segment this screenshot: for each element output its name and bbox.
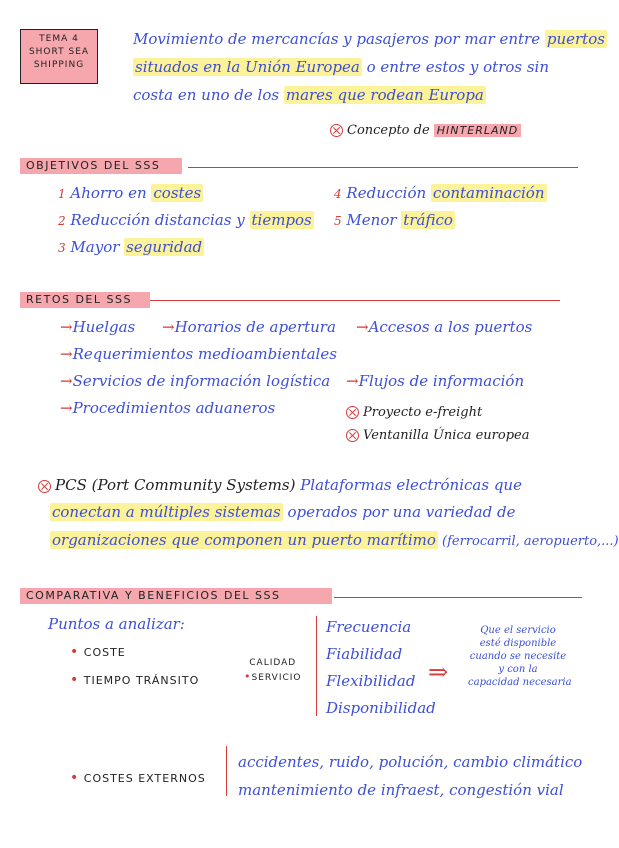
divider: [334, 597, 582, 598]
pcs-highlight: conectan a múltiples sistemas: [52, 503, 281, 521]
reto-item: →Accesos a los puertos: [356, 318, 533, 336]
arrow-icon: →: [162, 318, 175, 336]
pcs-highlight: organizaciones que componen un puerto marítimo: [52, 531, 436, 549]
arrow-icon: →: [60, 318, 73, 336]
bullet-icon: [330, 124, 343, 137]
arrow-icon: →: [60, 345, 73, 363]
intro-text: Movimiento de mercancías y pasajeros por mar entre: [133, 30, 545, 48]
item-number: 4: [334, 187, 342, 201]
objetivo-item: [58, 211, 314, 229]
coste-item: • COSTE: [70, 644, 126, 660]
externos-item: • COSTES EXTERNOS: [70, 770, 206, 786]
item-number: 1: [58, 187, 66, 201]
intro-line-2: [133, 58, 549, 76]
item-number: 5: [334, 214, 342, 228]
note: Que el servicio esté disponible cuando se necesite y con la capacidad necesaria: [468, 625, 572, 688]
section-header-objetivos: OBJETIVOS DEL SSS: [20, 158, 182, 174]
externos-detail: accidentes, ruido, polución, cambio climático mantenimiento de infraest, congestión vial: [238, 753, 583, 799]
item-text: Mayor: [70, 238, 125, 256]
bullet-dot: •: [70, 672, 80, 688]
calidad-list: Frecuencia Fiabilidad Flexibilidad Disponibilidad: [326, 618, 436, 717]
concept-value: HINTERLAND: [434, 124, 521, 137]
reto-item: →Flujos de información: [346, 372, 525, 390]
objetivo-item: [334, 184, 547, 202]
item-text: Reducción distancias y: [70, 211, 250, 229]
bullet-dot: •: [70, 644, 80, 660]
intro-line-3: [133, 86, 486, 104]
arrow-icon: →: [60, 372, 73, 390]
bullet-icon: [346, 429, 359, 442]
item-number: 3: [58, 241, 66, 255]
divider: [150, 300, 560, 301]
pcs-line-2: [50, 503, 515, 521]
item-highlight: seguridad: [126, 238, 203, 256]
reto-subitem: Proyecto e-freight: [346, 405, 482, 420]
tiempo-item: • TIEMPO TRÁNSITO: [70, 672, 200, 688]
reto-item: →Requerimientos medioambientales: [60, 345, 337, 363]
reto-item: →Horarios de apertura: [162, 318, 336, 336]
bullet-dot: •: [70, 770, 80, 786]
item-text: Ahorro en: [70, 184, 152, 202]
section-header-comparativa: COMPARATIVA Y BENEFICIOS DEL SSS: [20, 588, 332, 604]
bullet-icon: [346, 406, 359, 419]
pcs-title: PCS (Port Community Systems): [55, 476, 296, 494]
arrow-icon: →: [356, 318, 369, 336]
arrow-icon: →: [346, 372, 359, 390]
item-number: 2: [58, 214, 66, 228]
bullet-icon: [38, 480, 51, 493]
item-highlight: costes: [153, 184, 202, 202]
intro-text: costa en uno de los: [133, 86, 284, 104]
pcs-line-3: [50, 531, 619, 549]
pcs-text: Plataformas electrónicas que: [295, 476, 522, 494]
pcs-text: operados por una variedad de: [282, 503, 516, 521]
reto-item: →Huelgas: [60, 318, 136, 336]
item-highlight: tráfico: [403, 211, 453, 229]
intro-highlight: mares que rodean Europa: [285, 86, 484, 104]
bracket: [226, 746, 231, 796]
title-box: [20, 29, 98, 84]
item-highlight: tiempos: [251, 211, 312, 229]
title-line-2: SHORT SEA: [28, 47, 90, 57]
item-highlight: contaminación: [432, 184, 545, 202]
title-line-3: SHIPPING: [33, 60, 85, 70]
item-text: Reducción: [346, 184, 431, 202]
intro-highlight: puertos: [546, 30, 605, 48]
puntos-label: Puntos a analizar:: [48, 615, 185, 633]
pcs-text: (ferrocarril, aeropuerto,...): [437, 534, 619, 549]
concept-line: [330, 123, 521, 138]
reto-item: →Procedimientos aduaneros: [60, 399, 276, 417]
reto-item: →Servicios de información logística: [60, 372, 331, 390]
objetivo-item: [58, 184, 203, 202]
bracket: [316, 616, 323, 716]
pcs-line-1: [38, 476, 522, 494]
divider: [188, 167, 578, 168]
section-header-retos: RETOS DEL SSS: [20, 292, 150, 308]
title-line-1: TEMA 4: [39, 34, 79, 44]
reto-subitem: Ventanilla Única europea: [346, 428, 530, 443]
arrow-icon: ⇒: [428, 658, 449, 686]
calidad-item: CALIDAD •SERVICIO: [244, 658, 302, 683]
intro-text: o entre estos y otros sin: [361, 58, 550, 76]
objetivo-item: [58, 238, 204, 256]
item-text: Menor: [346, 211, 402, 229]
objetivo-item: [334, 211, 455, 229]
arrow-icon: →: [60, 399, 73, 417]
concept-label: Concepto de: [347, 123, 430, 138]
intro-highlight: situados en la Unión Europea: [135, 58, 360, 76]
intro-line-1: [133, 30, 607, 48]
